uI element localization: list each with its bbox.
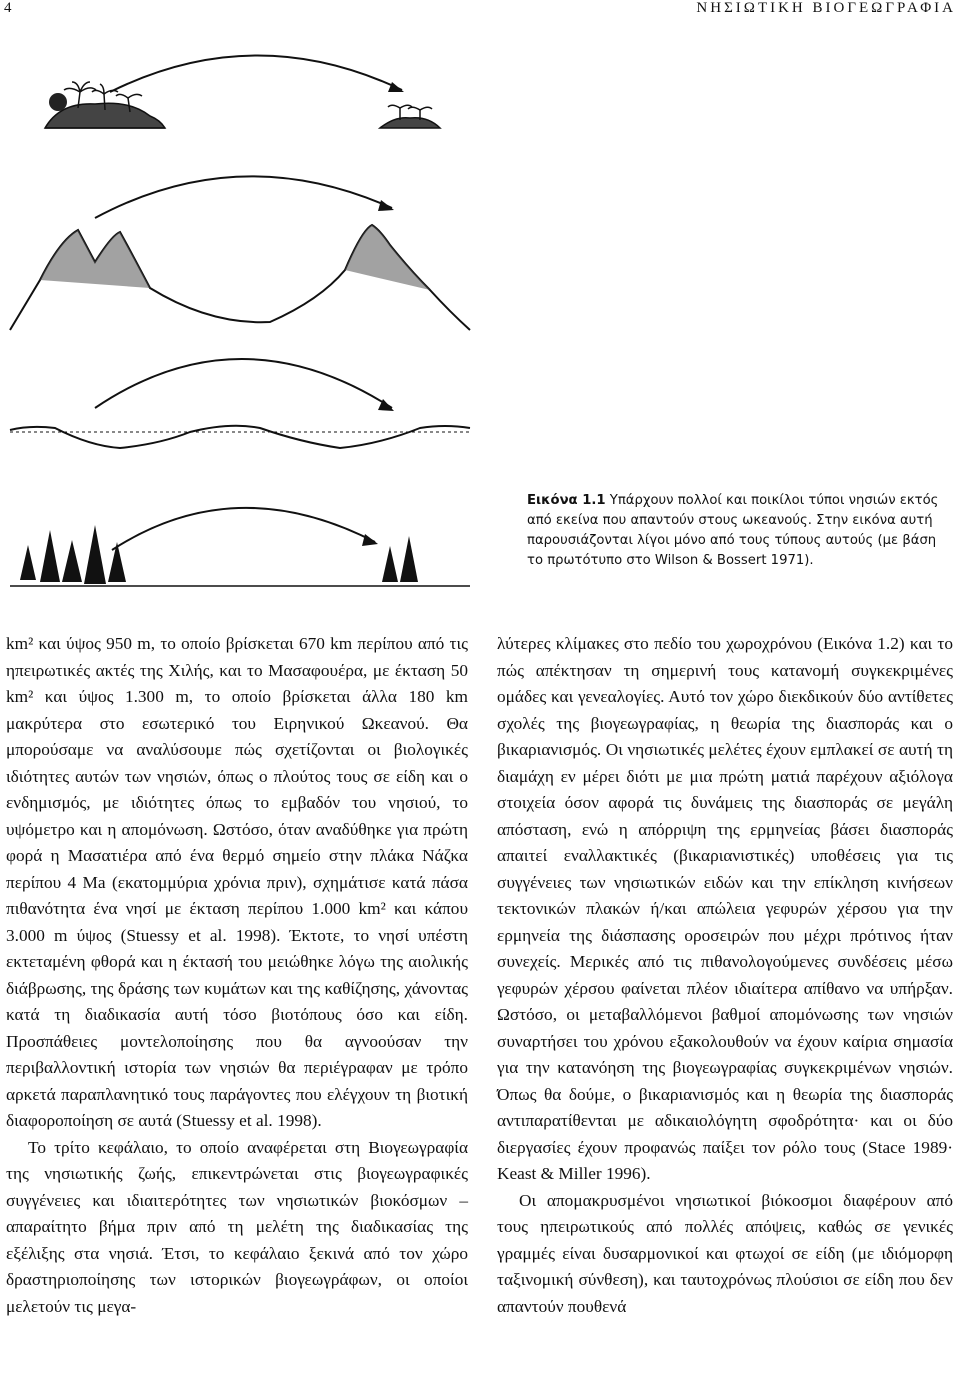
figure-caption-text: Υπάρχουν πολλοί και ποικίλοι τύποι νησιών εκτός από εκείνα που απαντούν στους ωκεανούς. Στην εικόνα αυτή παρουσιάζονται λίγοι μόνο από τους τύπους αυτούς (με βάση το πρωτότυπο στο Wilson & Bossert 1971). (527, 493, 939, 568)
dispersal-arc-4 (112, 508, 375, 550)
dispersal-arc-1 (110, 55, 402, 92)
left-column (6, 631, 468, 1320)
page-number: 4 (4, 0, 12, 16)
forest-islands-panel (10, 508, 470, 586)
body-paragraph: Οι απομακρυσμένοι νησιωτικοί βιόκοσμοι διαφέρουν από τους ηπειρωτικούς από πολλές απόψεις, καθώς σε γενικές γραμμές είναι δυσαρμονικοί και φτωχοί σε είδη (με ιδιόμορφη ταξινομική σύνθεση), και ταυτοχρόνως πλούσιοι σε είδη που δεν απαντούν πουθενά (497, 1190, 953, 1316)
lake-shoreline (10, 426, 470, 448)
lake-islands-panel (10, 359, 470, 448)
body-paragraph: km² και ύψος 950 m, το οποίο βρίσκεται 670 km περίπου από τις ηπειρωτικές ακτές της Χιλής, και το Μασαφουέρα, με έκταση 50 km² και ύψος 1.300 m, το οποίο βρίσκεται άλλα 180 km μακρύτερα στο εσωτερικό του Ειρηνικού Ωκεανού. Θα μπορούσαμε να αναλύσουμε πώς σχετίζονται οι βιολογικές ιδιότητες αυτών των νησιών, όπως ο πλούτος τους σε είδη και ο ενδημισμός, με ιδιότητες όπως το εμβαδόν του νησιού, το υψόμετρο και η απομόνωση. Ωστόσο, όταν αναδύθηκε για πρώτη φορά η Μασατιέρα από ένα θερμό σημείο στην πλάκα Νάζκα περίπου 4 Ma (εκατομμύρια χρόνια πριν), σχημάτισε κατά πάσα πιθανότητα ένα νησί με έκταση περίπου 1.000 km² και κάπου 3.000 m ύψος (Stuessy et al. 1998). Έκτοτε, το νησί υπέστη εκτεταμένη φθορά και η έκτασή του μειώθηκε λόγω της αιολικής διάβρωσης, της δράσης των κυμάτων και της καθίζησης, χάνοντας κατά τη διαδικασία αυτή τόσο βιοτόπους όσο και είδη. Προσπάθειες μοντελοποίησης που θα αγνοούσαν την περιβαλλοντική ιστορία των νησιών θα περιέγραφαν με τρόπο αρκετά παραπλανητικό τους παράγοντες που ελέγχουν τη βιοτική διαφοροποίηση σε αυτά (Stuessy et al. 1998). (6, 634, 468, 1130)
figure-caption-label: Εικόνα 1.1 (527, 493, 606, 508)
arrowhead-2 (378, 200, 394, 211)
arrowhead-1 (388, 82, 404, 92)
running-title: ΝΗΣΙΩΤΙΚΗ ΒΙΟΓΕΩΓΡΑΦΙΑ (696, 0, 956, 16)
figure-caption (527, 491, 947, 571)
body-paragraph: Το τρίτο κεφάλαιο, το οποίο αναφέρεται στη Βιογεωγραφία της νησιωτικής ζωής, επικεντρώνεται στις βιογεωγραφικές συγγένειες και ιδιαιτερότητες των νησιωτικών βιοκόσμων – απαραίτητο βήμα πριν από τη μελέτη της διαδικασίας της εξέλιξης στα νησιά. Έτσι, το κεφάλαιο ξεκινά από τον χώρο δραστηριοποίησης των ιστορικών βιογεωγράφων, οι οποίοι μελετούν τις μεγα- (6, 1137, 468, 1316)
dispersal-arc-2 (95, 176, 392, 218)
body-paragraph: λύτερες κλίμακες στο πεδίο του χωροχρόνου (Εικόνα 1.2) και το πώς απέκτησαν τη σημερινή τους κατανομή συγκεκριμένες ομάδες και γενεαλογίες. Αυτό τον χώρο διεκδικούν δύο αντίθετες σχολές της βιογεωγραφίας, η θεωρία της διασποράς και ο βικαριανισμός. Οι νησιωτικές μελέτες έχουν εμπλακεί σε αυτή τη διαμάχη εν μέρει διότι με μια πρώτη ματιά παρέχουν αξιόλογα στοιχεία όσον αφορά τις δυνάμεις της διασποράς σε μεγάλη απόσταση, ενώ η απόρριψη της ερμηνείας βάσει διασποράς απαιτεί εναλλακτικές (βικαριανιστικές) υποθέσεις για τις συγγένειες των νησιωτικών ειδών και την επίκληση κινήσεων τεκτονικών πλακών ή/και απώλεια γεφυρών χέρσου για την ερμηνεία της διάσπασης οροσειρών που μέχρι πρότινος ήταν συνεχείς. Μερικές από τις πιθανολογούμενες συνδέσεις μέσω γεφυρών χέρσου φαίνεται πλέον ιδιαίτερα απίθανο να υπήρξαν. Ωστόσο, οι μεταβαλλόμενοι βαθμοί απομόνωσης των νησιών συναρτήσει του χρόνου εξακολουθούν να έχουν καίρια σημασία για την κατανόηση της βιογεωγραφίας συγκεκριμένων νησιών. Όπως θα δούμε, ο βικαριανισμός και η θεωρία της διασποράς αντιπαρατίθενται με αδικαιολόγητη σφοδρότητα· και οι δύο διεργασίες έχουν προφανώς παίξει τον ρόλο τους (Stace 1989· Keast & Miller 1996). (497, 634, 953, 1183)
tropical-islands-panel (45, 55, 440, 128)
mountain-islands-panel (10, 176, 470, 330)
bush-icon (49, 93, 67, 111)
right-column (497, 631, 953, 1320)
dispersal-arc-3 (95, 359, 392, 408)
page-header (0, 0, 960, 22)
small-island (380, 118, 440, 128)
